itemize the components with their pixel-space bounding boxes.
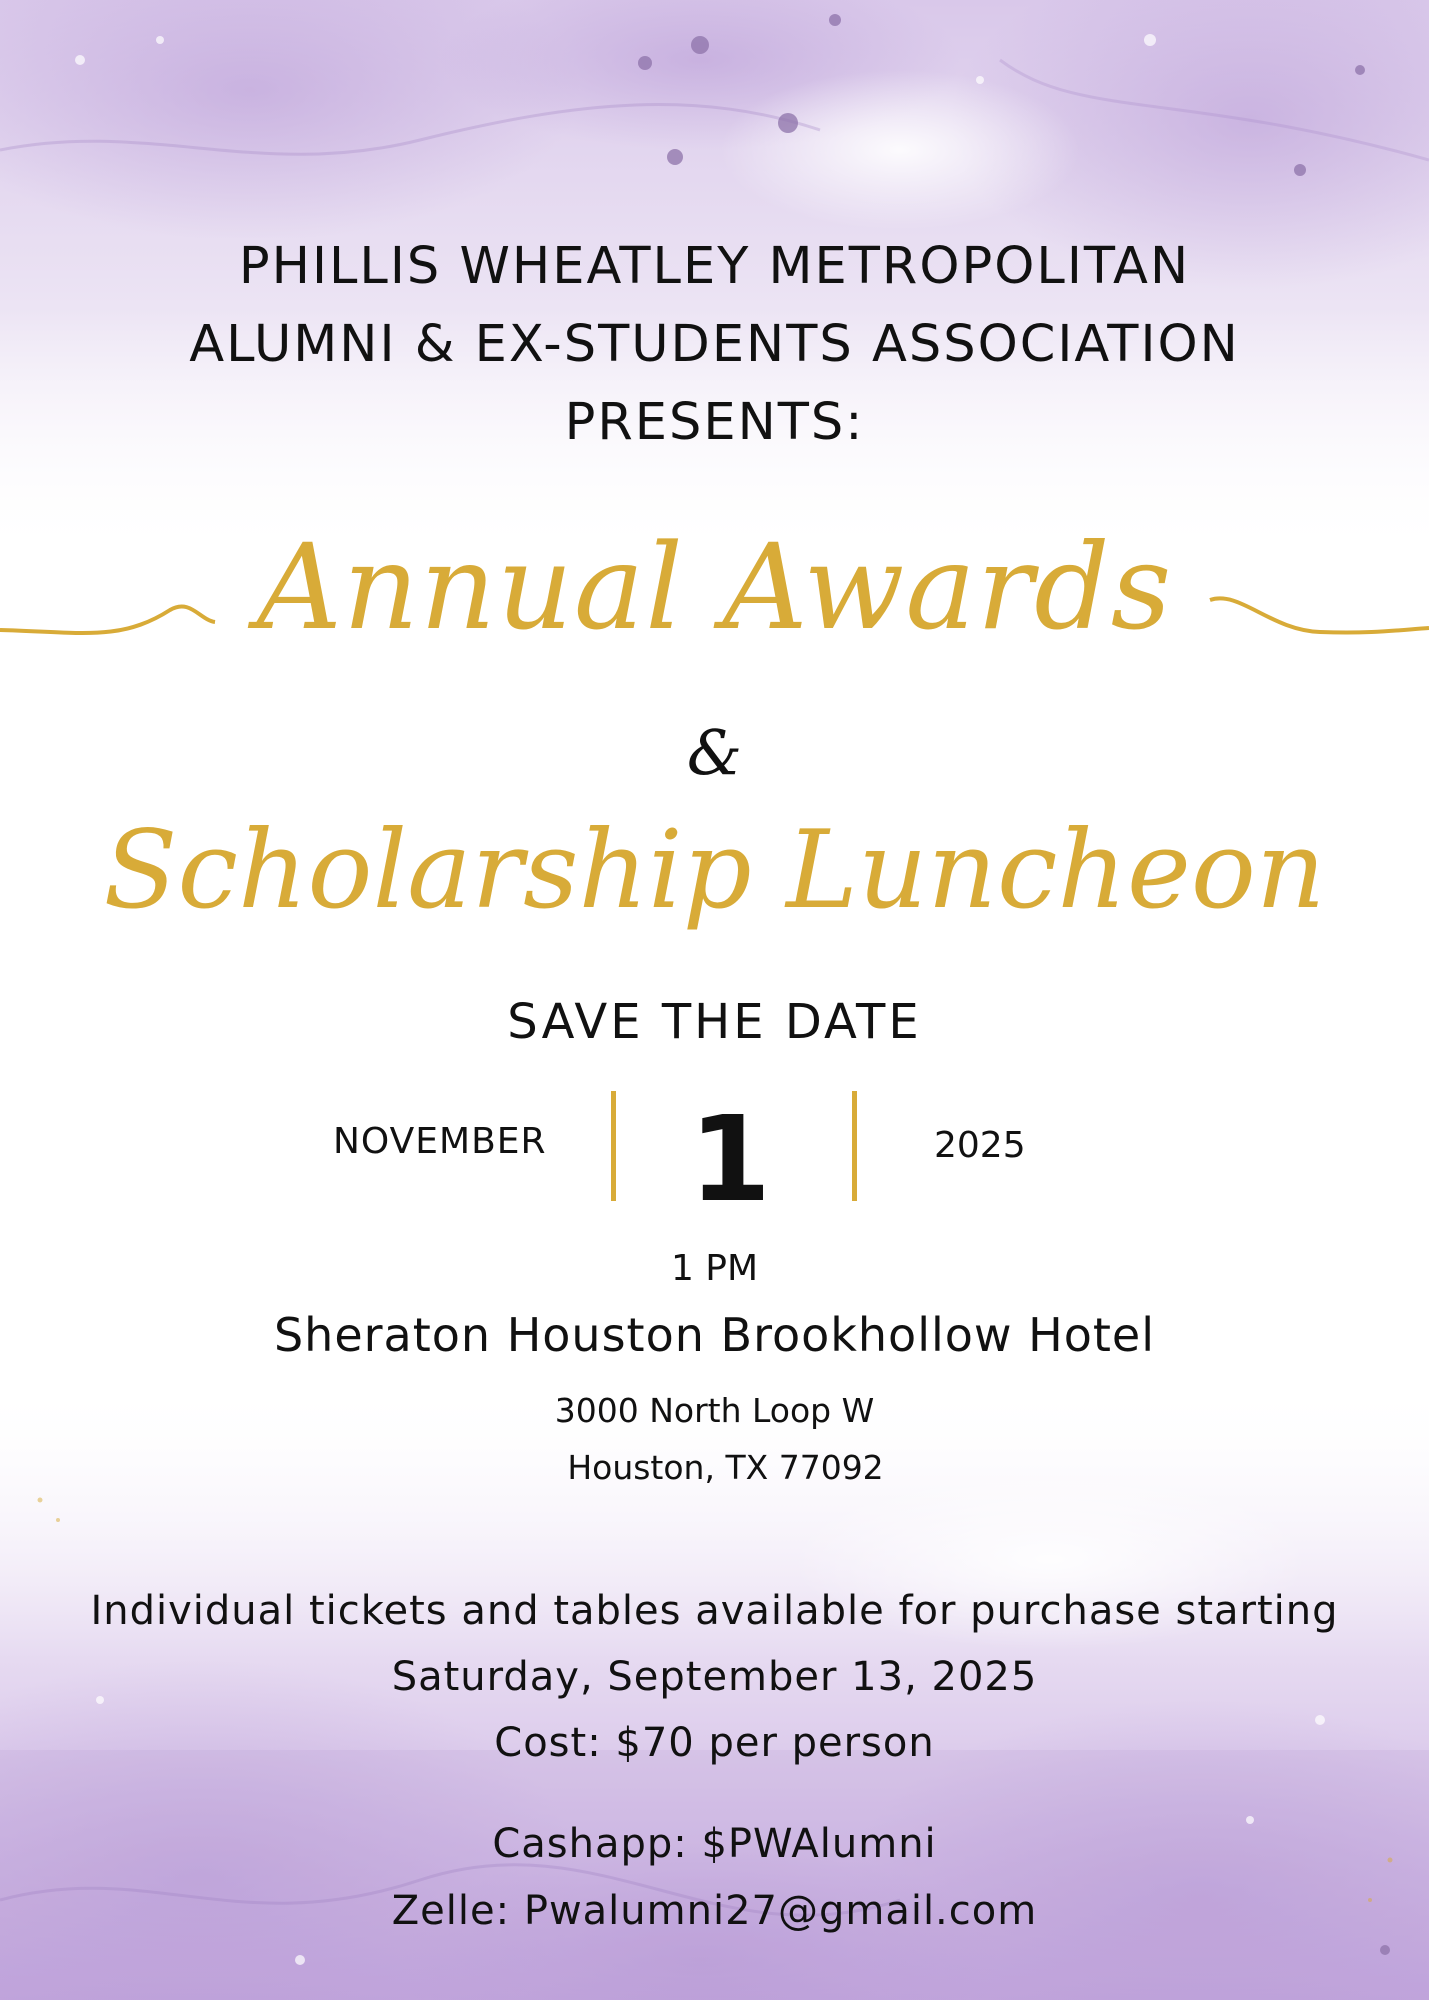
org-line-3: PRESENTS: [564, 393, 865, 452]
event-year: 2025 [934, 1125, 1026, 1166]
ticket-line-2: Saturday, September 13, 2025 [391, 1654, 1038, 1700]
ticket-line-3: Cost: $70 per person [494, 1720, 935, 1766]
event-venue: Sheraton Houston Brookhollow Hotel [273, 1308, 1155, 1362]
address-line-1: 3000 North Loop W [554, 1391, 875, 1430]
save-the-date: SAVE THE DATE [507, 994, 922, 1050]
event-day: 1 [688, 1090, 772, 1228]
org-line-1: PHILLIS WHEATLEY METROPOLITAN [238, 237, 1191, 296]
title-annual-awards: Annual Awards [256, 518, 1173, 656]
gold-divider-right [852, 1091, 857, 1201]
title-ampersand: & [686, 716, 743, 789]
event-month: NOVEMBER [333, 1121, 547, 1162]
address-line-2: Houston, TX 77092 [567, 1448, 884, 1487]
event-time: 1 PM [670, 1248, 759, 1289]
gold-divider-left [611, 1091, 616, 1201]
payment-zelle: Zelle: Pwalumni27@gmail.com [391, 1888, 1038, 1934]
payment-cashapp: Cashapp: $PWAlumni [492, 1821, 937, 1867]
title-scholarship-luncheon: Scholarship Luncheon [103, 808, 1326, 933]
payment-info [0, 1811, 1429, 1945]
org-line-2: ALUMNI & EX-STUDENTS ASSOCIATION [189, 315, 1240, 374]
ticket-line-1: Individual tickets and tables available for purchase starting [90, 1588, 1339, 1634]
ticket-info [0, 1578, 1429, 1776]
organization-header [0, 228, 1429, 462]
